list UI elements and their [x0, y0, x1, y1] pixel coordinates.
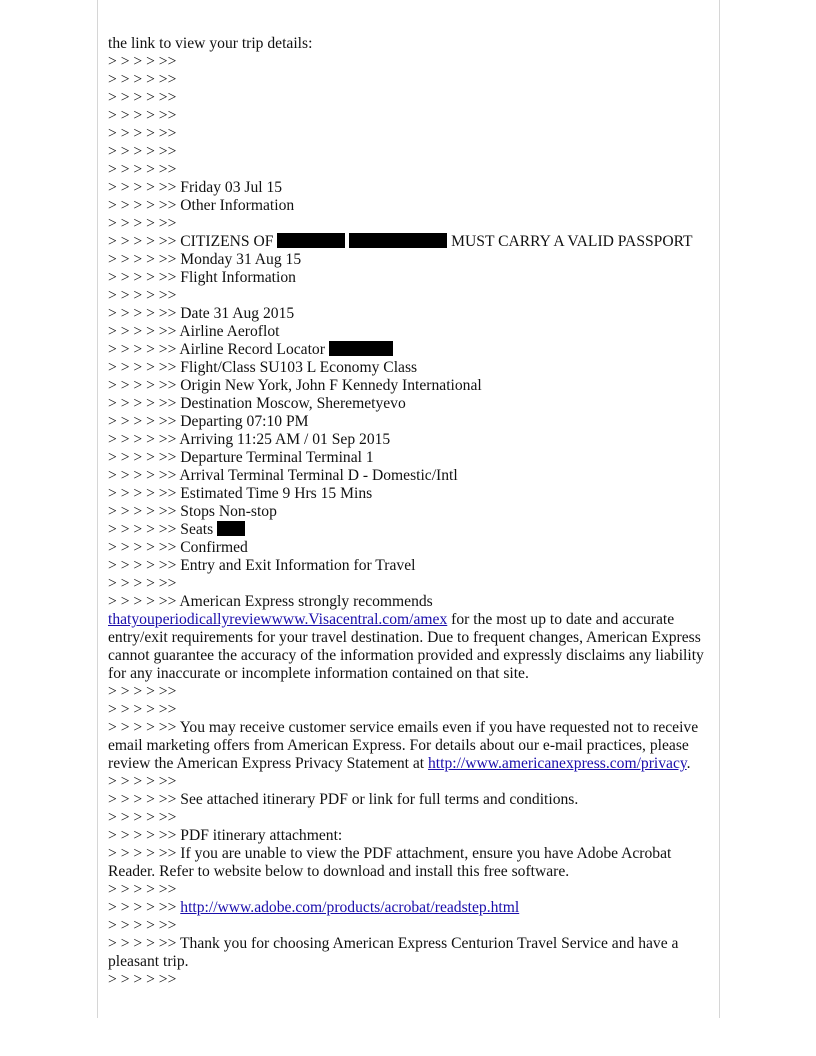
- departure-terminal: Departure Terminal Terminal 1: [180, 449, 374, 466]
- pdf-help-paragraph: [108, 845, 708, 881]
- visacentral-link[interactable]: thatyouperiodicallyreviewwww.Visacentral.com/amex: [108, 611, 448, 628]
- departure-terminal-line: [108, 449, 708, 467]
- visa-paragraph: [108, 611, 708, 683]
- destination: Destination Moscow, Sheremetyevo: [180, 395, 406, 412]
- quote-prefix: > > > > >>: [108, 683, 177, 700]
- quote-prefix: > > > > >>: [108, 485, 177, 502]
- quote-prefix: > > > > >>: [108, 53, 177, 70]
- quote-prefix: > > > > >>: [108, 899, 177, 916]
- quote-prefix: > > > > >>: [108, 89, 177, 106]
- trip-date-header: Friday 03 Jul 15: [180, 179, 283, 196]
- quote-prefix: > > > > >>: [108, 719, 177, 736]
- quote-prefix: > > > > >>: [108, 395, 177, 412]
- other-info-line: [108, 197, 708, 215]
- quote-prefix: > > > > >>: [108, 341, 177, 358]
- quote-line: [108, 107, 708, 125]
- quote-prefix: > > > > >>: [108, 431, 177, 448]
- pdf-attachment-label: PDF itinerary attachment:: [180, 827, 343, 844]
- quote-prefix: > > > > >>: [108, 773, 177, 790]
- arriving-line: [108, 431, 708, 449]
- quote-line: [108, 575, 708, 593]
- arrival-terminal: Arrival Terminal Terminal D - Domestic/Intl: [179, 467, 458, 484]
- quote-prefix: > > > > >>: [108, 701, 177, 718]
- quote-prefix: > > > > >>: [108, 251, 177, 268]
- quote-prefix: > > > > >>: [108, 449, 177, 466]
- passport-line: [108, 233, 708, 251]
- recommend-line: [108, 593, 708, 611]
- quote-line: [108, 287, 708, 305]
- quote-prefix: > > > > >>: [108, 575, 177, 592]
- entry-exit-heading: Entry and Exit Information for Travel: [180, 557, 416, 574]
- thanks-text: Thank you for choosing American Express Centurion Travel Service and have a pleasant trip.: [108, 935, 679, 970]
- quote-line: [108, 683, 708, 701]
- quote-line: [108, 773, 708, 791]
- flight-date: Date 31 Aug 2015: [180, 305, 295, 322]
- flight-class-line: [108, 359, 708, 377]
- quote-prefix: > > > > >>: [108, 71, 177, 88]
- citizens-label: CITIZENS OF: [180, 233, 274, 250]
- quote-line: [108, 71, 708, 89]
- quote-line: [108, 809, 708, 827]
- airline-line: [108, 323, 708, 341]
- quote-prefix: > > > > >>: [108, 809, 177, 826]
- quote-prefix: > > > > >>: [108, 827, 177, 844]
- quote-prefix: > > > > >>: [108, 107, 177, 124]
- quote-line: [108, 89, 708, 107]
- thanks-paragraph: [108, 935, 708, 971]
- quote-prefix: > > > > >>: [108, 197, 177, 214]
- quote-prefix: > > > > >>: [108, 971, 177, 988]
- record-locator-line: [108, 341, 708, 359]
- quote-prefix: > > > > >>: [108, 521, 177, 538]
- email-body: [108, 35, 708, 989]
- flight-date-line: [108, 251, 708, 269]
- other-info-heading: Other Information: [180, 197, 295, 214]
- quote-prefix: > > > > >>: [108, 935, 177, 952]
- pdf-help-text: If you are unable to view the PDF attachment, ensure you have Adobe Acrobat Reader. Refer to website below to download and install this free software.: [108, 845, 672, 880]
- quote-line: [108, 881, 708, 899]
- redaction-block: [329, 341, 393, 356]
- stops-line: [108, 503, 708, 521]
- passport-text: MUST CARRY A VALID PASSPORT: [451, 233, 693, 250]
- adobe-link-line: [108, 899, 708, 917]
- service-email-paragraph: [108, 719, 708, 773]
- quote-line: [108, 215, 708, 233]
- quote-prefix: > > > > >>: [108, 215, 177, 232]
- quote-prefix: > > > > >>: [108, 125, 177, 142]
- redaction-block: [349, 233, 447, 248]
- arrival-terminal-line: [108, 467, 708, 485]
- airline: Airline Aeroflot: [179, 323, 280, 340]
- quote-line: [108, 971, 708, 989]
- quote-prefix: > > > > >>: [108, 881, 177, 898]
- quote-line: [108, 53, 708, 71]
- quote-prefix: > > > > >>: [108, 269, 177, 286]
- record-locator-label: Airline Record Locator: [179, 341, 325, 358]
- seats-line: [108, 521, 708, 539]
- service-email-text: You may receive customer service emails even if you have requested not to receive email marketing offers from American Express. For details about our e-mail practices, please review the American Express Privacy Statement at: [108, 719, 699, 772]
- redaction-block: [277, 233, 345, 248]
- estimated-time-line: [108, 485, 708, 503]
- quote-prefix: > > > > >>: [108, 791, 177, 808]
- quote-prefix: > > > > >>: [108, 305, 177, 322]
- confirmed-line: [108, 539, 708, 557]
- stops: Stops Non-stop: [180, 503, 277, 520]
- estimated-time: Estimated Time 9 Hrs 15 Mins: [180, 485, 373, 502]
- quote-prefix: > > > > >>: [108, 467, 177, 484]
- quote-line: [108, 161, 708, 179]
- quote-prefix: > > > > >>: [108, 503, 177, 520]
- quote-prefix: > > > > >>: [108, 413, 177, 430]
- departing-line: [108, 413, 708, 431]
- quote-line: [108, 143, 708, 161]
- terms-text: See attached itinerary PDF or link for full terms and conditions.: [180, 791, 579, 808]
- quote-prefix: > > > > >>: [108, 917, 177, 934]
- privacy-link[interactable]: http://www.americanexpress.com/privacy: [428, 755, 687, 772]
- quote-line: [108, 125, 708, 143]
- date-line: [108, 305, 708, 323]
- destination-line: [108, 395, 708, 413]
- trip-date-line: [108, 179, 708, 197]
- flight-class: Flight/Class SU103 L Economy Class: [180, 359, 418, 376]
- departing: Departing 07:10 PM: [180, 413, 309, 430]
- quote-line: [108, 917, 708, 935]
- quote-prefix: > > > > >>: [108, 593, 177, 610]
- origin-line: [108, 377, 708, 395]
- entry-exit-line: [108, 557, 708, 575]
- arriving: Arriving 11:25 AM / 01 Sep 2015: [179, 431, 391, 448]
- quote-prefix: > > > > >>: [108, 143, 177, 160]
- intro-line: the link to view your trip details:: [108, 35, 313, 52]
- pdf-attachment-line: [108, 827, 708, 845]
- seats-label: Seats: [180, 521, 214, 538]
- quote-prefix: > > > > >>: [108, 323, 177, 340]
- quote-prefix: > > > > >>: [108, 845, 177, 862]
- origin: Origin New York, John F Kennedy International: [180, 377, 482, 394]
- terms-line: [108, 791, 708, 809]
- quote-line: [108, 701, 708, 719]
- visa-disclaimer: for the most up to date and accurate entry/exit requirements for your travel destination. Due to frequent changes, American Express cannot guarantee the accuracy of the information provided and expressly disclaims any liability for any inaccurate or incomplete information contained on that site.: [108, 611, 704, 682]
- flight-info-heading: Flight Information: [180, 269, 296, 286]
- redaction-block: [217, 521, 245, 536]
- flight-date-header: Monday 31 Aug 15: [180, 251, 302, 268]
- adobe-link[interactable]: http://www.adobe.com/products/acrobat/readstep.html: [180, 899, 520, 916]
- quote-prefix: > > > > >>: [108, 287, 177, 304]
- quote-prefix: > > > > >>: [108, 539, 177, 556]
- confirmed-status: Confirmed: [180, 539, 248, 556]
- quote-prefix: > > > > >>: [108, 233, 177, 250]
- quote-prefix: > > > > >>: [108, 161, 177, 178]
- quote-prefix: > > > > >>: [108, 557, 177, 574]
- flight-info-line: [108, 269, 708, 287]
- quote-prefix: > > > > >>: [108, 179, 177, 196]
- recommend-text: American Express strongly recommends: [179, 593, 433, 610]
- privacy-after: .: [686, 755, 691, 772]
- quote-prefix: > > > > >>: [108, 377, 177, 394]
- quote-prefix: > > > > >>: [108, 359, 177, 376]
